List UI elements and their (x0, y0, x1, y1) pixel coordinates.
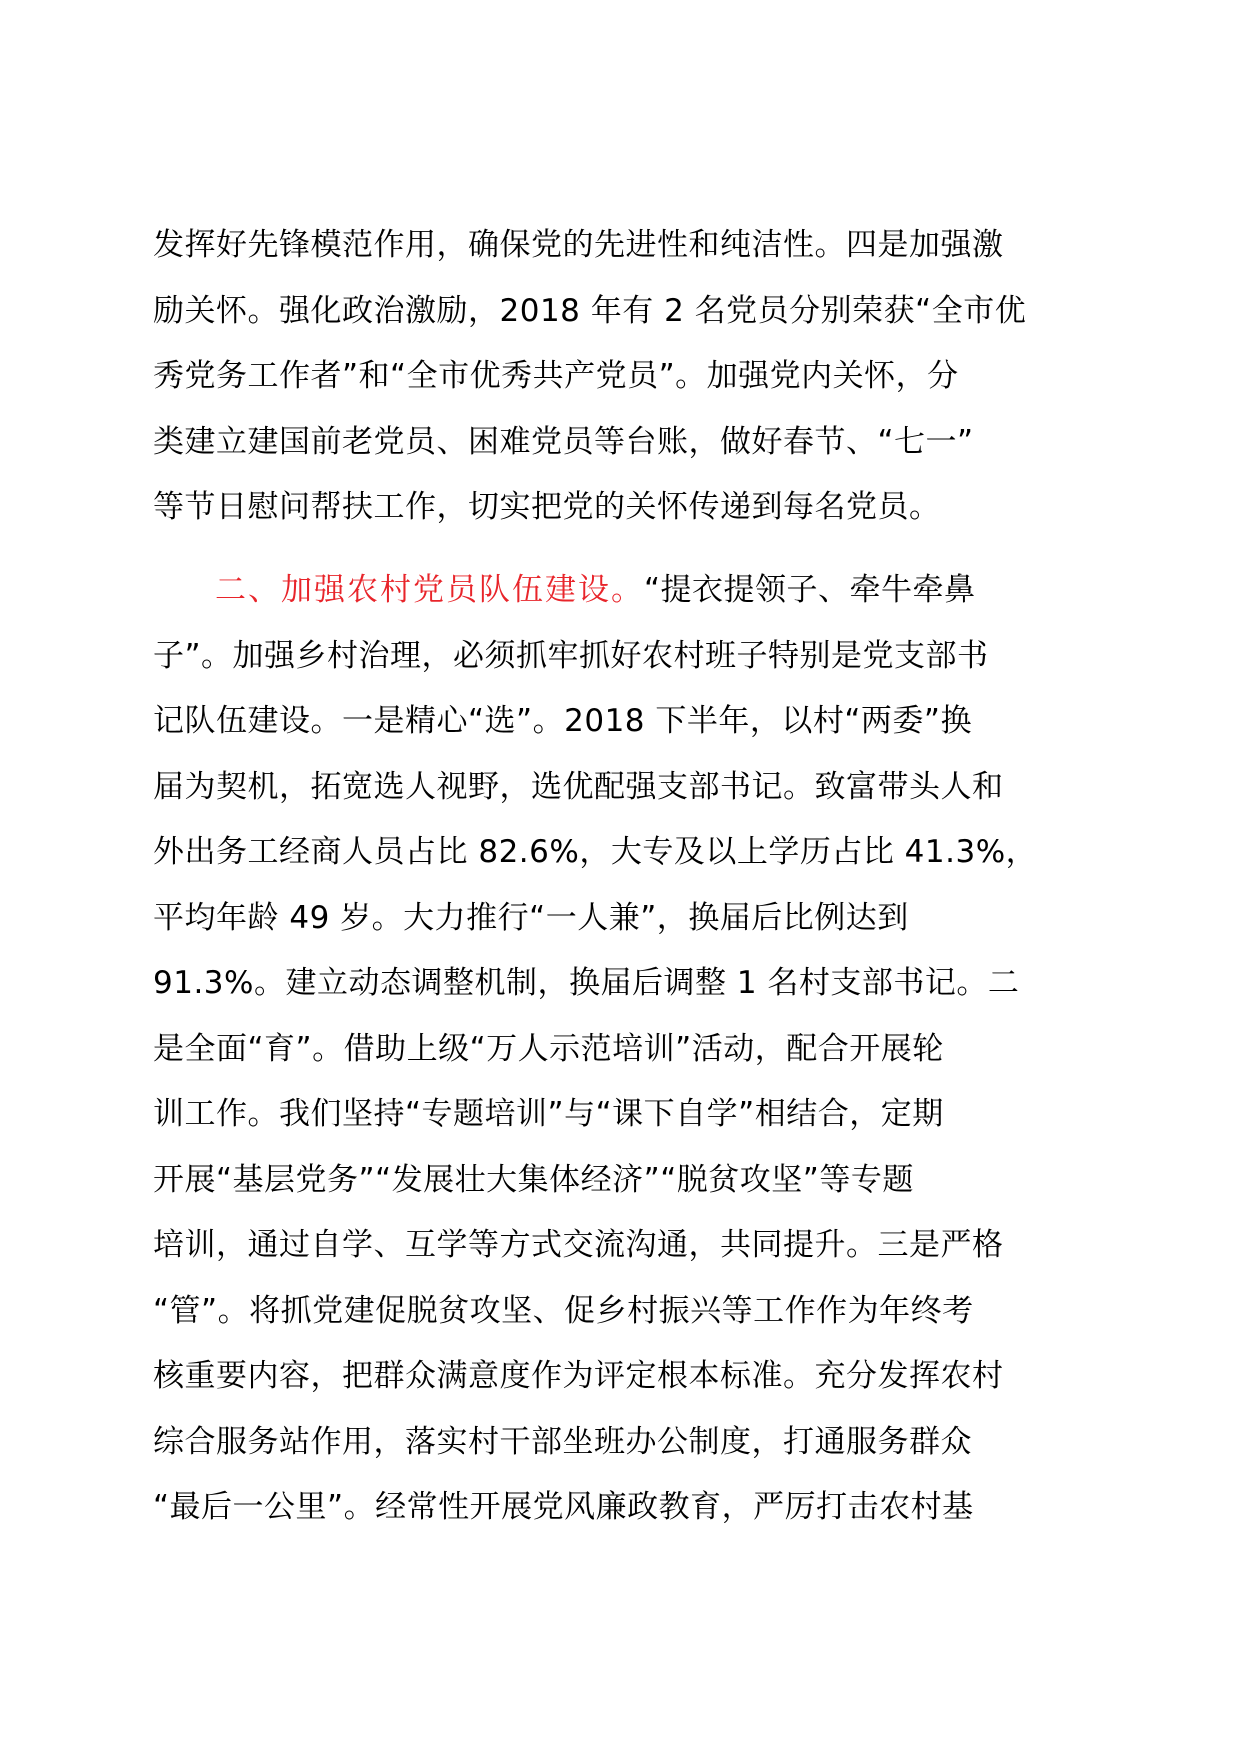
paragraph-line: 核重要内容，把群众满意度作为评定根本标准。充分发挥农村 (153, 1358, 1004, 1394)
paragraph-line: 训工作。我们坚持“专题培训”与“课下自学”相结合，定期 (153, 1096, 944, 1132)
paragraph-party-member-care (153, 213, 1083, 541)
section-heading: 二、加强农村党员队伍建设。 (215, 572, 644, 608)
paragraph-line: 91.3%。建立动态调整机制，换届后调整 1 名村支部书记。二 (153, 965, 1020, 1001)
paragraph-line: 励关怀。强化政治激励，2018 年有 2 名党员分别荣获“全市优 (153, 292, 1027, 329)
paragraph-line: 记队伍建设。一是精心“选”。2018 下半年，以村“两委”换 (153, 703, 972, 739)
paragraph-rural-team-building (153, 558, 1083, 1541)
paragraph-line: “最后一公里”。经常性开展党风廉政教育，严厉打击农村基 (153, 1489, 974, 1525)
paragraph-line: 子”。加强乡村治理，必须抓牢抓好农村班子特别是党支部书 (153, 637, 989, 674)
paragraph-line: 等节日慰问帮扶工作，切实把党的关怀传递到每名党员。 (153, 489, 941, 525)
paragraph-line: 外出务工经商人员占比 82.6%，大专及以上学历占比 41.3%， (153, 834, 1038, 870)
paragraph-line: “管”。将抓党建促脱贫攻坚、促乡村振兴等工作作为年终考 (153, 1292, 974, 1329)
paragraph-line-segment: “提衣提领子、牵牛牵鼻 (644, 572, 976, 608)
paragraph-line: 类建立建国前老党员、困难党员等台账，做好春节、“七一” (153, 423, 974, 460)
paragraph-line: 秀党务工作者”和“全市优秀共产党员”。加强党内关怀，分 (153, 358, 959, 394)
paragraph-line: 平均年龄 49 岁。大力推行“一人兼”，换届后比例达到 (153, 899, 909, 936)
paragraph-line: 是全面“育”。借助上级“万人示范培训”活动，配合开展轮 (153, 1030, 944, 1067)
paragraph-line: 综合服务站作用，落实村干部坐班办公制度，打通服务群众 (153, 1423, 972, 1460)
paragraph-line: 届为契机，拓宽选人视野，选优配强支部书记。致富带头人和 (153, 768, 1004, 805)
paragraph-line: 开展“基层党务”“发展壮大集体经济”“脱贫攻坚”等专题 (153, 1161, 914, 1198)
paragraph-line: 培训，通过自学、互学等方式交流沟通，共同提升。三是严格 (153, 1227, 1004, 1263)
paragraph-line: 发挥好先锋模范作用，确保党的先进性和纯洁性。四是加强激 (153, 227, 1004, 263)
paragraph-first-line (153, 558, 1083, 624)
